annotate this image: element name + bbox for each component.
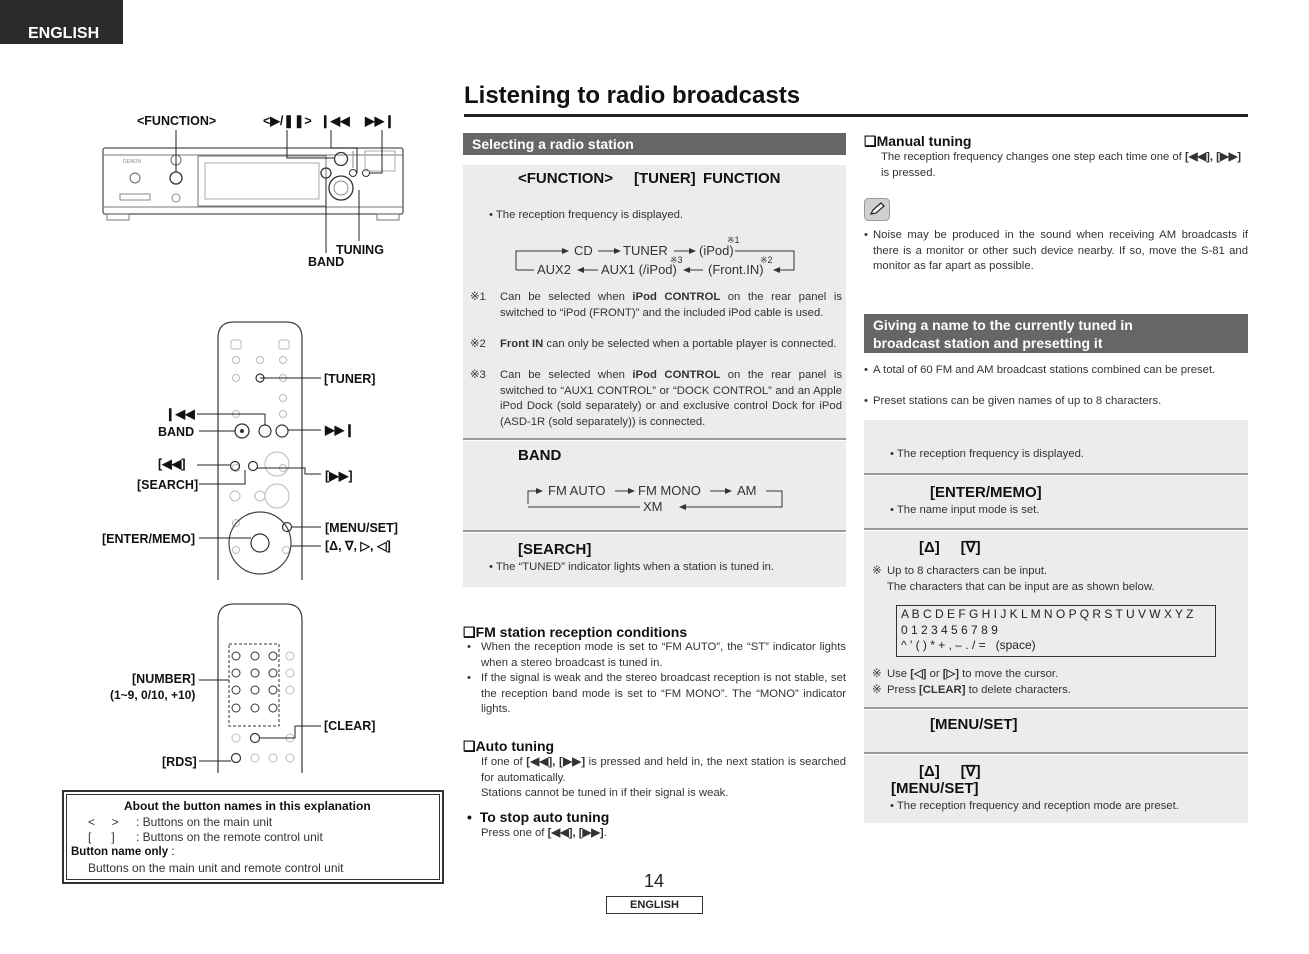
stop-auto-heading: • To stop auto tuning: [467, 809, 610, 825]
preset-separator-2: [864, 528, 1248, 530]
step-separator-2: [463, 530, 846, 532]
preset-separator-1: [864, 473, 1248, 475]
preset-step2-note: • The name input mode is set.: [890, 504, 1040, 516]
step1-function: <FUNCTION>: [518, 170, 614, 187]
label-tuning: TUNING: [336, 243, 384, 257]
preset-separator-3: [864, 707, 1248, 709]
preset-step4-menu-set: [MENU/SET]: [930, 716, 1018, 733]
label-play-pause: <▶/❚❚>: [263, 114, 312, 128]
preset-bullet2: Preset stations can be given names of up to 8 characters.: [873, 395, 1162, 407]
band-am: AM: [737, 483, 757, 498]
flow-aux1: AUX1 (/iPod): [601, 262, 677, 277]
number-keypad-frame: [229, 644, 279, 726]
remote-label-rds: [RDS]: [162, 755, 197, 769]
clear-note-mark: ※: [872, 684, 882, 696]
flow-tuner: TUNER: [623, 243, 668, 258]
page-language-label: ENGLISH: [606, 896, 703, 914]
preset-step5-note: • The reception frequency and reception mode are preset.: [890, 800, 1179, 812]
preset-step2-enter-memo: [ENTER/MEMO]: [930, 484, 1042, 501]
preset-bullet1-dot: •: [864, 364, 868, 376]
preset-separator-4: [864, 752, 1248, 754]
note1-mark: ※1: [470, 291, 486, 303]
preset-step3-note1: Up to 8 characters can be input.: [887, 565, 1048, 577]
remote-label-ffwd: [▶▶]: [325, 469, 353, 483]
info-row2-text: : Buttons on the remote control unit: [136, 830, 323, 844]
section-preset-naming: Giving a name to the currently tuned in broadcast station and presetting it: [864, 314, 1248, 353]
chars-digits: 0 1 2 3 4 5 6 7 8 9: [901, 623, 998, 637]
preset-step3-mark: ※: [872, 565, 882, 577]
step3-note: • The “TUNED” indicator lights when a station is tuned in.: [489, 561, 775, 573]
page-number: 14: [644, 871, 665, 891]
remote-prev-button[interactable]: [259, 425, 271, 437]
preset-step4-box: [864, 710, 1248, 752]
fm-bullet1: When the reception mode is set to “FM AUTO”, the “ST” indicator lights when a stereo broadcast is tuned in.: [481, 641, 846, 669]
step-separator: [463, 438, 846, 440]
info-row3-label: Button name only :: [71, 846, 175, 858]
noise-note: Noise may be produced in the sound when receiving AM broadcasts if there is a monitor or other such device nearby. If so, move the S-81 and monitor as far apart as possible.: [873, 229, 1248, 273]
remote-label-number-range: (1~9, 0/10, +10): [110, 688, 196, 702]
remote-body-upper: [218, 322, 302, 580]
chars-symbols: ^ ' ( ) * + , – . / = (space): [901, 638, 1036, 652]
remote-cursor-ring[interactable]: [229, 512, 291, 574]
function-cycle-diagram: [508, 232, 808, 282]
flow-ipod: (iPod): [699, 243, 734, 258]
remote-illustration: [95, 318, 415, 778]
step2-band: BAND: [518, 447, 562, 464]
function-knob[interactable]: [170, 172, 182, 184]
info-row1-text: : Buttons on the main unit: [136, 815, 273, 829]
remote-label-clear: [CLEAR]: [324, 719, 376, 733]
cursor-note: Use [◁] or [▷] to move the cursor.: [887, 668, 1059, 680]
auto-tuning-note: Stations cannot be tuned in if their signal is weak.: [481, 787, 729, 799]
fm-bullet2: If the signal is weak and the stereo broadcast reception is not stable, set the reception band mode is set to “FM MONO”. The “MONO” indicator lights.: [481, 672, 846, 716]
remote-body-lower: [218, 604, 302, 773]
remote-label-prev: ❙◀◀: [165, 407, 195, 421]
note2-text: Front IN can only be selected when a portable player is connected.: [500, 338, 837, 350]
flow-cd: CD: [574, 243, 593, 258]
label-band: BAND: [308, 255, 345, 269]
remote-label-next: ▶▶❙: [325, 423, 355, 437]
input-characters-table: [896, 605, 1216, 657]
fm-conditions-heading: ❑FM station reception conditions: [463, 624, 688, 640]
preset-step5-arrows: [Δ] [∇]: [919, 763, 981, 780]
remote-label-band: BAND: [158, 425, 195, 439]
remote-rewind-button[interactable]: [231, 462, 240, 471]
chars-letters: A B C D E F G H I J K L M N O P Q R S T U V W X Y Z: [901, 607, 1194, 621]
remote-next-button[interactable]: [276, 425, 288, 437]
step1-tuner: [TUNER]: [634, 170, 696, 187]
remote-label-arrows: [Δ, ∇, ▷, ◁]: [325, 539, 391, 553]
auto-tuning-heading: ❑Auto tuning: [463, 738, 555, 754]
note2-mark: ※2: [470, 338, 486, 350]
preset-bullet1: A total of 60 FM and AM broadcast stations combined can be preset.: [873, 364, 1216, 376]
button-names-info-box: [62, 790, 444, 884]
main-unit-illustration: [95, 108, 425, 273]
flow-mark1: ※1: [727, 235, 740, 245]
auto-tuning-text: If one of [◀◀], [▶▶] is pressed and held in, the next station is searched for automatically.: [481, 756, 847, 784]
remote-ffwd-button[interactable]: [249, 462, 258, 471]
preset-bullet2-dot: •: [864, 395, 868, 407]
remote-rds-button[interactable]: [232, 754, 241, 763]
remote-enter-button[interactable]: [251, 534, 269, 552]
info-box-title: About the button names in this explanation: [124, 799, 371, 813]
band-cycle-diagram: [520, 478, 790, 518]
fm-bullet2-dot: •: [467, 672, 471, 684]
remote-label-search: [SEARCH]: [137, 478, 199, 492]
flow-front: (Front.IN): [708, 262, 764, 277]
page-title: Listening to radio broadcasts: [464, 82, 801, 109]
flow-mark3: ※3: [670, 255, 683, 265]
unit-body: [103, 148, 403, 214]
label-next: ▶▶❙: [365, 114, 395, 128]
note1-text: Can be selected when iPod CONTROL on the rear panel is switched to “iPod (FRONT)” and the included iPod cable is used.: [500, 291, 842, 319]
manual-tuning-heading: ❑Manual tuning: [864, 133, 972, 149]
note3-mark: ※3: [470, 369, 486, 381]
cursor-note-mark: ※: [872, 668, 882, 680]
label-prev: ❙◀◀: [320, 114, 350, 128]
section-selecting-station: Selecting a radio station: [463, 133, 846, 155]
clear-note: Press [CLEAR] to delete characters.: [887, 684, 1071, 696]
noise-note-dot: •: [864, 229, 868, 241]
title-rule: [464, 114, 1248, 117]
step3-search: [SEARCH]: [518, 541, 592, 558]
remote-label-menu-set: [MENU/SET]: [325, 521, 398, 535]
band-xm: XM: [643, 499, 663, 514]
info-row1-symbol: < >: [88, 815, 119, 829]
preset-step5-menu-set: [MENU/SET]: [891, 780, 979, 797]
flow-mark2: ※2: [760, 255, 773, 265]
language-tab-label: ENGLISH: [28, 25, 100, 42]
remote-label-number: [NUMBER]: [132, 672, 196, 686]
prev-button[interactable]: [350, 170, 357, 177]
note-pencil-icon: [864, 198, 890, 221]
play-pause-button[interactable]: [335, 153, 348, 166]
info-row2-symbol: [ ]: [88, 830, 115, 844]
band-fm-auto: FM AUTO: [548, 483, 606, 498]
band-fm-mono: FM MONO: [638, 483, 701, 498]
remote-label-enter-memo: [ENTER/MEMO]: [102, 532, 196, 546]
preset-step3-arrows: [Δ] [∇]: [919, 539, 981, 556]
power-button[interactable]: [130, 173, 140, 183]
remote-clear-button[interactable]: [251, 734, 260, 743]
preset-step1-note: • The reception frequency is displayed.: [890, 448, 1085, 460]
label-function: <FUNCTION>: [137, 114, 217, 128]
preset-step2-box: [864, 476, 1248, 528]
preset-step3-note2: The characters that can be input are as shown below.: [887, 581, 1155, 593]
step1-note: • The reception frequency is displayed.: [489, 209, 684, 221]
language-tab: [0, 0, 123, 44]
flow-aux2: AUX2: [537, 262, 571, 277]
remote-label-tuner: [TUNER]: [324, 372, 376, 386]
tuning-knob[interactable]: [329, 176, 353, 200]
note3-text: Can be selected when iPod CONTROL on the rear panel is switched to “AUX1 CONTROL” or “DOCK CONTROL” and an Apple iPod Dock (sold separately) or and exclusive control Dock for iPod (ASD-1R (sold separately)) is connected.: [500, 369, 842, 428]
info-row3-text: Buttons on the main unit and remote control unit: [88, 861, 344, 875]
remote-label-rewind: [◀◀]: [158, 457, 186, 471]
svg-text:DENON: DENON: [123, 159, 142, 165]
step1-function-alt: FUNCTION: [703, 170, 781, 187]
fm-bullet1-dot: •: [467, 641, 471, 653]
manual-tuning-text: The reception frequency changes one step each time one of [◀◀], [▶▶] is pressed.: [881, 151, 1242, 179]
stop-auto-text: Press one of [◀◀], [▶▶].: [481, 827, 607, 839]
